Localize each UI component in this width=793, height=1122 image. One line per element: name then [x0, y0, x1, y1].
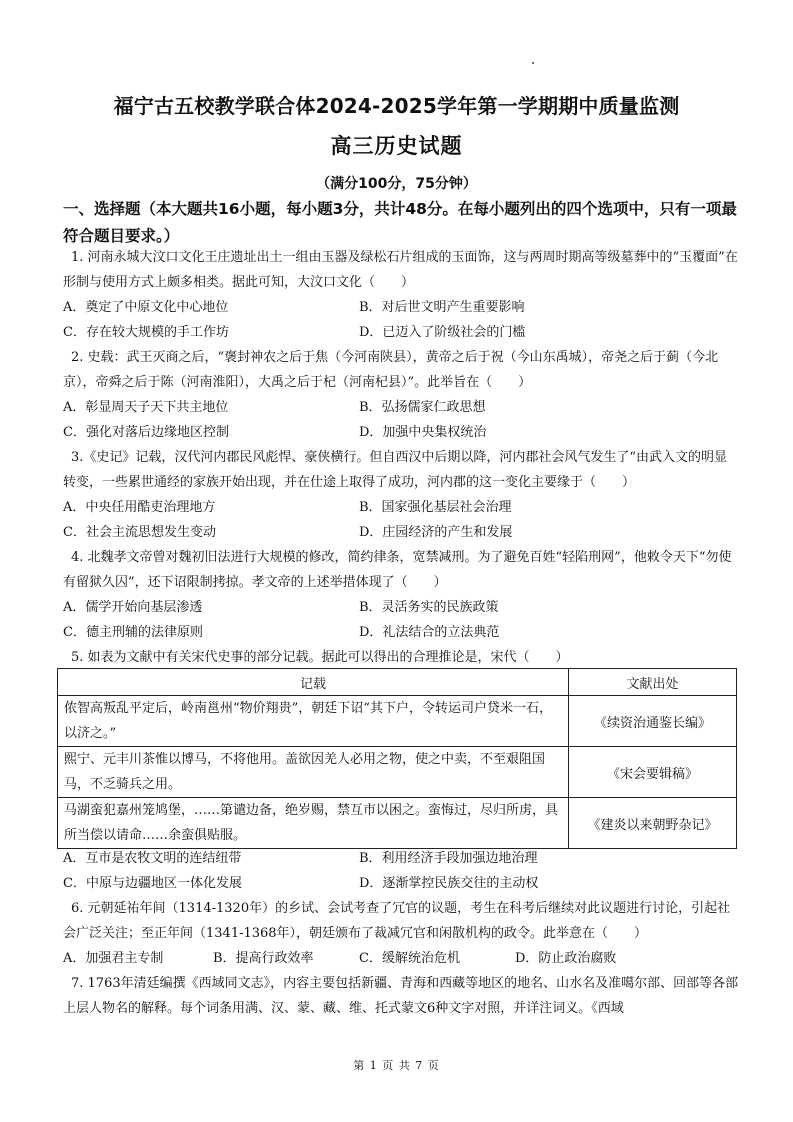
- exam-subtitle: 高三历史试题: [330, 134, 463, 158]
- q2-option-d: D．加强中央集权统治: [359, 425, 487, 440]
- table-cell-record: 侬智高叛乱平定后，岭南邕州“物价翔贵”，朝廷下诏“其下户，令转运司户贷米一石，以济之。”: [58, 696, 569, 747]
- table-cell-source: 《建炎以来朝野杂记》: [569, 798, 737, 849]
- q3-option-a: A．中央任用酷吏治理地方: [63, 500, 216, 515]
- table-cell-record: 马湖蛮犯嘉州笼鸠堡，……第谴边备，绝岁赐，禁互市以困之。蛮悔过，尽归所虏，具所当偿以请命……余蛮俱贴服。: [58, 798, 569, 849]
- question-3-stem: 3.《史记》记载，汉代河内郡民风彪悍、豪侠横行。但自西汉中后期以降，河内郡社会风气发生了“由武入文的明显转变，一些累世通经的家族开始出现，并在仕途上取得了成功，河内郡的这一变化主要缘于（ ）: [63, 450, 728, 490]
- q6-option-b: B．提高行政效率: [213, 951, 314, 966]
- table-header-record: 记载: [58, 669, 569, 696]
- q1-option-a: A．奠定了中原文化中心地位: [63, 300, 229, 315]
- q3-option-c: C．社会主流思想发生变动: [63, 525, 216, 540]
- table-cell-source: 《续资治通鉴长编》: [569, 696, 737, 747]
- q3-option-d: D．庄园经济的产生和发展: [359, 525, 513, 540]
- table-cell-source: 《宋会要辑稿》: [569, 747, 737, 798]
- q5-option-b: B．利用经济手段加强边地治理: [359, 851, 538, 866]
- q4-option-b: B．灵活务实的民族政策: [359, 600, 499, 615]
- q2-option-b: B．弘扬儒家仁政思想: [359, 400, 486, 415]
- exam-info: （满分100分，75分钟）: [316, 176, 477, 192]
- q6-option-a: A．加强君主专制: [63, 951, 164, 966]
- q1-option-d: D．已迈入了阶级社会的门槛: [359, 325, 526, 340]
- q4-option-a: A．儒学开始向基层渗透: [63, 600, 203, 615]
- records-table: [57, 668, 737, 849]
- q2-option-a: A．彰显周天子天下共主地位: [63, 400, 229, 415]
- q1-option-c: C．存在较大规模的手工作坊: [63, 325, 229, 340]
- question-2-stem: 2. 史载：武王灭商之后，“褒封神农之后于焦（今河南陕县），黄帝之后于祝（今山东禹城），帝尧之后于蓟（今北京），帝舜之后于陈（河南淮阳），大禹之后于杞（河南杞县）”。此举旨在（ ）: [63, 350, 719, 390]
- q3-option-b: B．国家强化基层社会治理: [359, 500, 512, 515]
- q2-option-c: C．强化对落后边缘地区控制: [63, 425, 229, 440]
- table-row: [58, 798, 737, 849]
- exam-title: 福宁古五校教学联合体2024-2025学年第一学期期中质量监测: [113, 94, 680, 118]
- q4-option-d: D．礼法结合的立法典范: [359, 625, 500, 640]
- q4-option-c: C．德主刑辅的法律原则: [63, 625, 203, 640]
- q6-option-d: D．防止政治腐败: [515, 951, 617, 966]
- q5-option-a: A．互市是农牧文明的连结纽带: [63, 851, 242, 866]
- question-5-stem: 5. 如表为文献中有关宋代史事的部分记载。据此可以得出的合理推论是，宋代（ ）: [71, 650, 569, 665]
- table-cell-record: 熙宁、元丰川茶惟以博马，不将他用。盖欲因羌人必用之物，使之中卖，不至艰阻国马，不乏骑兵之用。: [58, 747, 569, 798]
- q5-option-c: C．中原与边疆地区一体化发展: [63, 876, 242, 891]
- q6-option-c: C．缓解统治危机: [359, 951, 460, 966]
- page-footer: 第 1 页 共 7 页: [353, 1059, 440, 1072]
- table-header-row: [58, 669, 737, 696]
- table-header-source: 文献出处: [569, 669, 737, 696]
- q1-option-b: B．对后世文明产生重要影响: [359, 300, 525, 315]
- print-mark: [532, 62, 534, 64]
- question-6-stem: 6. 元朝延祐年间（1314-1320年）的乡试、会试考查了冗官的议题，考生在科考后继续对此议题进行讨论，引起社会广泛关注；至正年间（1341-1368年），朝廷颁布了裁减冗官和闲散机构的政令。此举意在（ ）: [63, 901, 731, 941]
- question-4-stem: 4. 北魏孝文帝曾对魏初旧法进行大规模的修改，简约律条，宽禁减刑。为了避免百姓“轻陷刑网”，他敕令天下“勿使有留狱久囚”，还下诏限制拷掠。孝文帝的上述举措体现了（ ）: [63, 550, 732, 590]
- table-row: [58, 696, 737, 747]
- question-1-stem: 1. 河南永城大汶口文化王庄遗址出土一组由玉器及绿松石片组成的玉面饰，这与两周时期高等级墓葬中的“玉覆面”在形制与使用方式上颇多相类。据此可知，大汶口文化（ ）: [63, 250, 738, 290]
- q5-option-d: D．逐渐掌控民族交往的主动权: [359, 876, 539, 891]
- section-heading: 一、选择题（本大题共16小题，每小题3分，共计48分。在每小题列出的四个选项中，只有一项最符合题目要求。）: [63, 200, 737, 245]
- question-7-stem: 7. 1763年清廷编撰《西域同文志》，内容主要包括新疆、青海和西藏等地区的地名、山水名及准噶尔部、回部等各部上层人物名的解释。每个词条用满、汉、蒙、藏、维、托式蒙文6种文字对照，并详注词义。《西域: [63, 976, 739, 1016]
- table-row: [58, 747, 737, 798]
